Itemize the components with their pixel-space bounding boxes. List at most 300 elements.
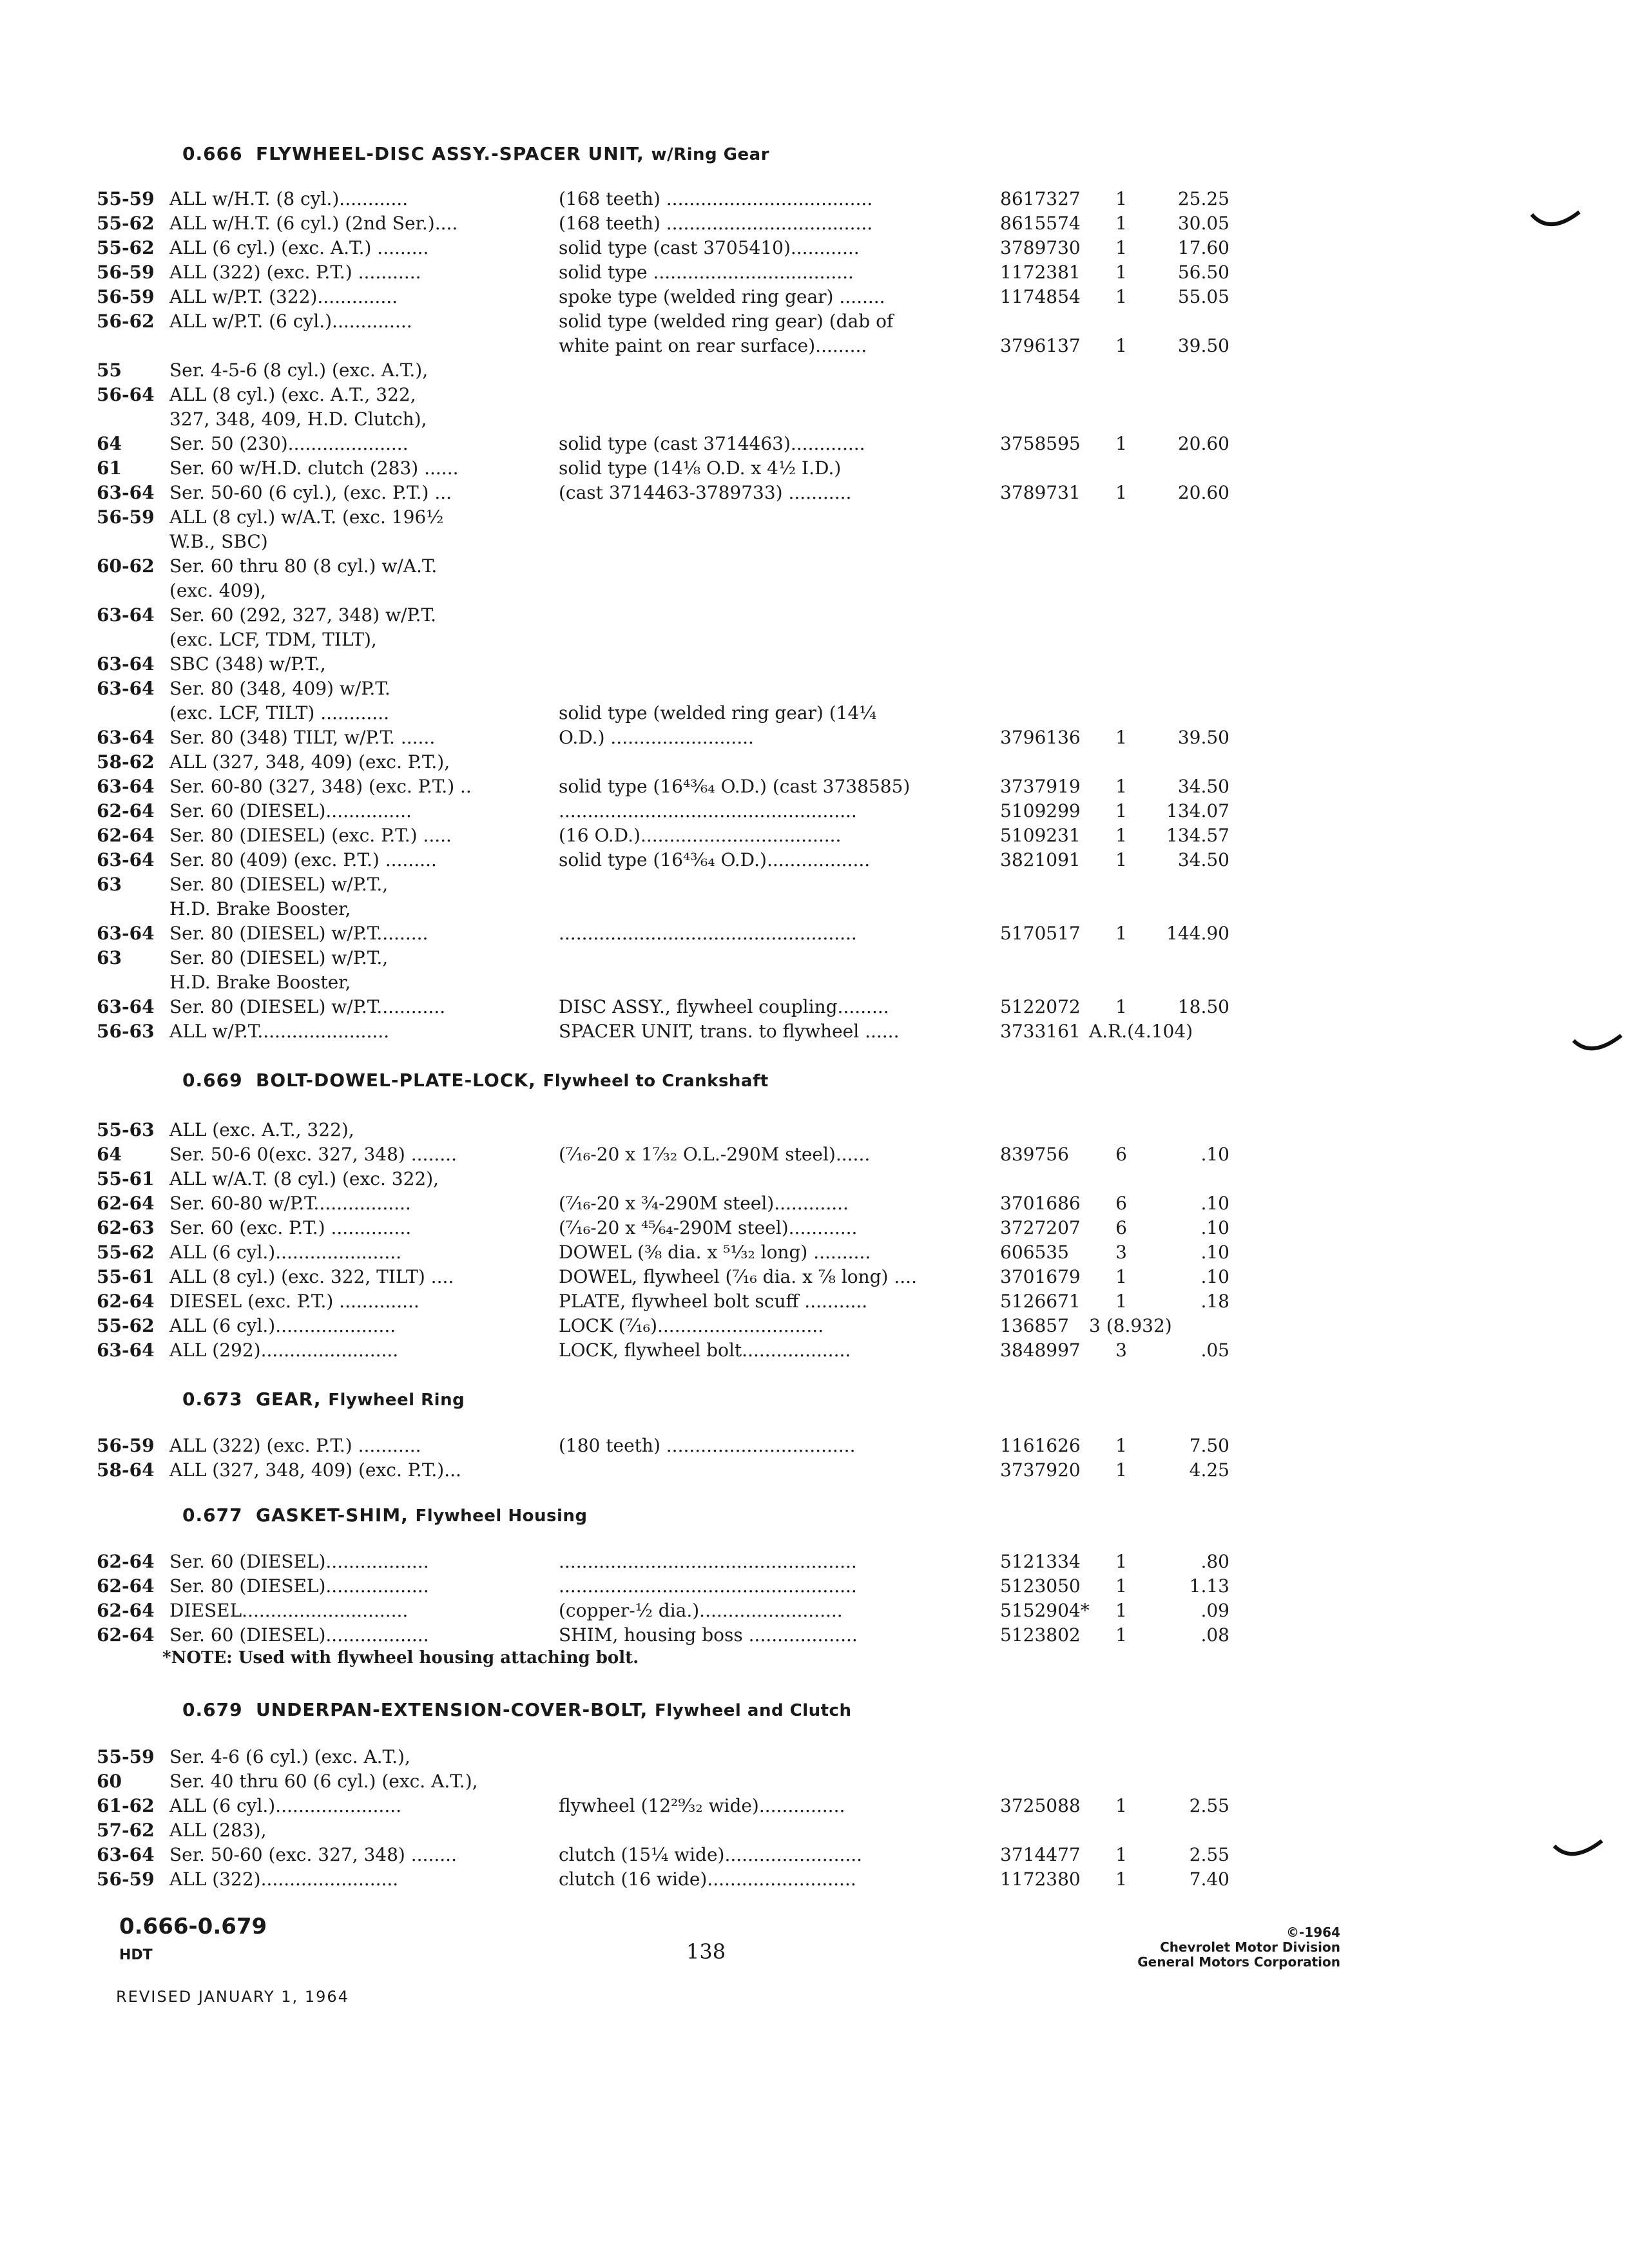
section-subtitle: Flywheel Housing (415, 1506, 588, 1526)
part-number-cell: 8615574 (1000, 213, 1081, 234)
year-cell: 62-64 (97, 1624, 155, 1646)
year-cell: 63-64 (97, 996, 155, 1017)
model-cell: ALL (exc. A.T., 322), (169, 1119, 354, 1140)
quantity-cell: 6 (1115, 1193, 1127, 1214)
model-cell: ALL (322) (exc. P.T.) ........... (169, 1435, 421, 1456)
copyright-line: General Motors Corporation (1137, 1954, 1340, 1970)
section-subtitle: Flywheel and Clutch (655, 1701, 852, 1720)
quantity-cell: A.R.(4.104) (1089, 1021, 1193, 1042)
table-row (0, 260, 1629, 285)
part-number-cell: 1174854 (1000, 286, 1081, 307)
part-number-cell: 5123802 (1000, 1624, 1081, 1646)
year-cell: 55-61 (97, 1266, 155, 1287)
model-cell: ALL w/P.T. (6 cyl.).............. (169, 311, 412, 332)
section-table-0679 (0, 1745, 1629, 1892)
price-cell: 2.55 (1189, 1795, 1229, 1816)
year-cell: 63-64 (97, 923, 155, 944)
section-header-0673 (182, 1389, 465, 1410)
model-cell: H.D. Brake Booster, (169, 972, 351, 993)
part-number-cell: 3796137 (1000, 335, 1081, 356)
model-cell: Ser. 60 (DIESEL).................. (169, 1551, 429, 1572)
year-cell: 64 (97, 433, 122, 454)
model-cell: Ser. 60 (exc. P.T.) .............. (169, 1217, 412, 1238)
year-cell: 56-59 (97, 286, 155, 307)
description-cell: .................................................... (559, 1575, 857, 1597)
year-cell: 61-62 (97, 1795, 155, 1816)
year-cell: 63-64 (97, 678, 155, 699)
table-row (0, 1867, 1629, 1892)
model-cell: ALL w/H.T. (6 cyl.) (2nd Ser.).... (169, 213, 458, 234)
model-cell: ALL (8 cyl.) w/A.T. (exc. 196½ (169, 506, 444, 528)
price-cell: 39.50 (1177, 727, 1229, 748)
revised-date: REVISED JANUARY 1, 1964 (116, 1988, 349, 2006)
section-header-0669 (182, 1070, 769, 1091)
model-cell: Ser. 4-6 (6 cyl.) (exc. A.T.), (169, 1746, 410, 1767)
model-cell: ALL (322)........................ (169, 1869, 399, 1890)
table-row (0, 677, 1629, 701)
part-number-cell: 1172381 (1000, 262, 1081, 283)
table-row (0, 946, 1629, 970)
year-cell: 55-59 (97, 1746, 155, 1767)
section-table-0677 (0, 1550, 1629, 1648)
table-row (0, 652, 1629, 677)
description-cell: (16 O.D.)................................... (559, 825, 842, 846)
section-title: GASKET-SHIM, (256, 1504, 409, 1526)
price-cell: 1.13 (1189, 1575, 1229, 1597)
table-row (0, 530, 1629, 554)
footer-code: HDT (119, 1947, 153, 1963)
quantity-cell: 1 (1115, 188, 1127, 209)
year-cell: 60 (97, 1771, 122, 1792)
description-cell: (⁷⁄₁₆-20 x 1⁷⁄₃₂ O.L.-290M steel)...... (559, 1144, 871, 1165)
table-row (0, 211, 1629, 236)
description-cell: solid type (cast 3714463)............. (559, 433, 865, 454)
model-cell: Ser. 60 thru 80 (8 cyl.) w/A.T. (169, 555, 438, 577)
description-cell: SHIM, housing boss ................... (559, 1624, 858, 1646)
model-cell: Ser. 4-5-6 (8 cyl.) (exc. A.T.), (169, 360, 429, 381)
model-cell: ALL (283), (169, 1820, 267, 1841)
price-cell: .08 (1200, 1624, 1229, 1646)
model-cell: (exc. LCF, TILT) ............ (169, 702, 390, 724)
section-title: FLYWHEEL-DISC ASSY.-SPACER UNIT, (256, 143, 644, 164)
year-cell: 56-59 (97, 506, 155, 528)
quantity-cell: 6 (1115, 1144, 1127, 1165)
description-cell: .................................................... (559, 923, 857, 944)
table-row (0, 1745, 1629, 1769)
table-row (0, 726, 1629, 750)
year-cell: 55-62 (97, 213, 155, 234)
part-number-cell: 3848997 (1000, 1340, 1081, 1361)
table-row (0, 1142, 1629, 1167)
year-cell: 62-64 (97, 1600, 155, 1621)
model-cell: DIESEL (exc. P.T.) .............. (169, 1291, 419, 1312)
price-cell: 17.60 (1177, 237, 1229, 258)
year-cell: 63-64 (97, 1340, 155, 1361)
part-number-cell: 8617327 (1000, 188, 1081, 209)
table-row (0, 1599, 1629, 1623)
year-cell: 55-62 (97, 1242, 155, 1263)
model-cell: DIESEL............................. (169, 1600, 409, 1621)
quantity-cell: 1 (1115, 286, 1127, 307)
description-cell: DISC ASSY., flywheel coupling......... (559, 996, 889, 1017)
year-cell: 61 (97, 457, 122, 479)
description-cell: (⁷⁄₁₆-20 x ⁴⁵⁄₆₄-290M steel)............ (559, 1217, 858, 1238)
description-cell: clutch (16 wide).......................... (559, 1869, 856, 1890)
year-cell: 62-64 (97, 1291, 155, 1312)
part-number-cell: 839756 (1000, 1144, 1069, 1165)
price-cell: .10 (1200, 1144, 1229, 1165)
year-cell: 63-64 (97, 653, 155, 675)
description-cell: LOCK, flywheel bolt................... (559, 1340, 851, 1361)
quantity-cell: 3 (1115, 1340, 1127, 1361)
price-cell: .10 (1200, 1266, 1229, 1287)
description-cell: white paint on rear surface)......... (559, 335, 867, 356)
year-cell: 63-64 (97, 849, 155, 870)
page-number: 138 (686, 1939, 726, 1964)
table-row (0, 285, 1629, 309)
model-cell: ALL (8 cyl.) (exc. 322, TILT) .... (169, 1266, 454, 1287)
part-number-cell: 3821091 (1000, 849, 1081, 870)
quantity-cell: 1 (1115, 1795, 1127, 1816)
part-number-cell: 5170517 (1000, 923, 1081, 944)
year-cell: 64 (97, 1144, 122, 1165)
year-cell: 55-61 (97, 1168, 155, 1189)
year-cell: 56-64 (97, 384, 155, 405)
model-cell: Ser. 50-60 (exc. 327, 348) ........ (169, 1844, 457, 1865)
part-number-cell: 5126671 (1000, 1291, 1081, 1312)
section-number: 0.679 (182, 1699, 243, 1720)
year-cell: 55-62 (97, 237, 155, 258)
quantity-cell: 1 (1115, 800, 1127, 822)
price-cell: 7.40 (1189, 1869, 1229, 1890)
description-cell: solid type ................................... (559, 262, 854, 283)
year-cell: 55-62 (97, 1315, 155, 1336)
model-cell: Ser. 80 (DIESEL) w/P.T., (169, 947, 389, 968)
year-cell: 56-59 (97, 262, 155, 283)
part-number-cell: 5109299 (1000, 800, 1081, 822)
table-row (0, 1769, 1629, 1794)
quantity-cell: 1 (1115, 262, 1127, 283)
description-cell: clutch (15¼ wide)........................ (559, 1844, 863, 1865)
table-row (0, 1794, 1629, 1818)
quantity-cell: 1 (1115, 1459, 1127, 1481)
table-row (0, 481, 1629, 505)
copyright-line: ©-1964 (1286, 1925, 1340, 1940)
table-row (0, 1118, 1629, 1142)
model-cell: 327, 348, 409, H.D. Clutch), (169, 408, 427, 430)
section-number: 0.673 (182, 1389, 243, 1410)
model-cell: ALL w/H.T. (8 cyl.)............ (169, 188, 409, 209)
model-cell: (exc. LCF, TDM, TILT), (169, 629, 377, 650)
model-cell: Ser. 60-80 w/P.T................. (169, 1193, 411, 1214)
year-cell: 55 (97, 360, 122, 381)
binder-mark-icon (1572, 1034, 1624, 1060)
model-cell: Ser. 80 (348, 409) w/P.T. (169, 678, 390, 699)
quantity-cell: 1 (1115, 1869, 1127, 1890)
model-cell: Ser. 50-60 (6 cyl.), (exc. P.T.) ... (169, 482, 452, 503)
table-row (0, 309, 1629, 334)
description-cell: DOWEL (⅜ dia. x ⁵¹⁄₃₂ long) .......... (559, 1242, 871, 1263)
year-cell: 55-59 (97, 188, 155, 209)
table-row (0, 456, 1629, 481)
description-cell: PLATE, flywheel bolt scuff ........... (559, 1291, 868, 1312)
part-number-cell: 3789730 (1000, 237, 1081, 258)
section-footnote: *NOTE: Used with flywheel housing attaching bolt. (162, 1648, 639, 1667)
quantity-cell: 6 (1115, 1217, 1127, 1238)
quantity-cell: 1 (1115, 1435, 1127, 1456)
section-header-0679 (182, 1699, 851, 1720)
description-cell: (copper-½ dia.)......................... (559, 1600, 843, 1621)
quantity-cell: 1 (1115, 1551, 1127, 1572)
footer-left (119, 1914, 267, 1963)
price-cell: 55.05 (1177, 286, 1229, 307)
description-cell: .................................................... (559, 800, 857, 822)
quantity-cell: 1 (1115, 433, 1127, 454)
model-cell: ALL w/P.T. (322).............. (169, 286, 398, 307)
price-cell: 20.60 (1177, 482, 1229, 503)
table-row (0, 774, 1629, 799)
year-cell: 62-64 (97, 800, 155, 822)
model-cell: ALL (6 cyl.)...................... (169, 1242, 402, 1263)
part-number-cell: 3714477 (1000, 1844, 1081, 1865)
part-number-cell: 5122072 (1000, 996, 1081, 1017)
table-row (0, 823, 1629, 848)
table-row (0, 1289, 1629, 1314)
price-cell: 134.57 (1166, 825, 1229, 846)
footer-section-range: 0.666-0.679 (119, 1914, 267, 1939)
model-cell: Ser. 60 w/H.D. clutch (283) ...... (169, 457, 459, 479)
section-number: 0.669 (182, 1070, 243, 1091)
quantity-cell: 1 (1115, 849, 1127, 870)
year-cell: 56-63 (97, 1021, 155, 1042)
model-cell: ALL (6 cyl.)..................... (169, 1315, 396, 1336)
table-row (0, 872, 1629, 897)
description-cell: .................................................... (559, 1551, 857, 1572)
year-cell: 63-64 (97, 1844, 155, 1865)
part-number-cell: 5152904* (1000, 1600, 1090, 1621)
price-cell: 25.25 (1177, 188, 1229, 209)
price-cell: 2.55 (1189, 1844, 1229, 1865)
model-cell: SBC (348) w/P.T., (169, 653, 326, 675)
section-table-0666 (0, 187, 1629, 1044)
quantity-cell: 1 (1115, 237, 1127, 258)
part-number-cell: 3701679 (1000, 1266, 1081, 1287)
section-header-0677 (182, 1504, 588, 1526)
table-row (0, 1574, 1629, 1599)
model-cell: Ser. 80 (DIESEL).................. (169, 1575, 429, 1597)
description-cell: spoke type (welded ring gear) ........ (559, 286, 885, 307)
description-cell: O.D.) ......................... (559, 727, 754, 748)
model-cell: Ser. 80 (DIESEL) w/P.T............ (169, 996, 446, 1017)
model-cell: ALL (6 cyl.) (exc. A.T.) ......... (169, 237, 429, 258)
footer-copyright (1089, 1925, 1340, 1970)
table-row (0, 236, 1629, 260)
description-cell: (168 teeth) .................................... (559, 188, 873, 209)
description-cell: solid type (welded ring gear) (dab of (559, 311, 894, 332)
section-number: 0.677 (182, 1504, 243, 1526)
price-cell: .18 (1200, 1291, 1229, 1312)
part-number-cell: 5121334 (1000, 1551, 1081, 1572)
year-cell: 60-62 (97, 555, 155, 577)
description-cell: (⁷⁄₁₆-20 x ¾-290M steel)............. (559, 1193, 849, 1214)
table-row (0, 1265, 1629, 1289)
price-cell: 30.05 (1177, 213, 1229, 234)
description-cell: LOCK (⁷⁄₁₆)............................. (559, 1315, 824, 1336)
model-cell: H.D. Brake Booster, (169, 898, 351, 919)
table-row (0, 407, 1629, 432)
table-row (0, 799, 1629, 823)
price-cell: .10 (1200, 1217, 1229, 1238)
part-number-cell: 3737919 (1000, 776, 1081, 797)
price-cell: .10 (1200, 1242, 1229, 1263)
model-cell: Ser. 50 (230)..................... (169, 433, 409, 454)
table-row (0, 628, 1629, 652)
year-cell: 63-64 (97, 776, 155, 797)
description-cell: flywheel (12²⁹⁄₃₂ wide)............... (559, 1795, 845, 1816)
table-row (0, 750, 1629, 774)
model-cell: ALL (292)........................ (169, 1340, 399, 1361)
model-cell: ALL w/P.T....................... (169, 1021, 390, 1042)
table-row (0, 358, 1629, 383)
part-number-cell: 3733161 (1000, 1021, 1081, 1042)
quantity-cell: 1 (1115, 825, 1127, 846)
model-cell: ALL (8 cyl.) (exc. A.T., 322, (169, 384, 416, 405)
model-cell: Ser. 80 (DIESEL) w/P.T......... (169, 923, 429, 944)
part-number-cell: 606535 (1000, 1242, 1069, 1263)
quantity-cell: 1 (1115, 1266, 1127, 1287)
year-cell: 62-64 (97, 1193, 155, 1214)
table-row (0, 187, 1629, 211)
binder-mark-icon (1553, 1840, 1605, 1865)
price-cell: 18.50 (1177, 996, 1229, 1017)
quantity-cell: 1 (1115, 213, 1127, 234)
table-row (0, 334, 1629, 358)
table-row (0, 383, 1629, 407)
section-table-0673 (0, 1434, 1629, 1483)
table-row (0, 1216, 1629, 1240)
table-row (0, 579, 1629, 603)
table-row (0, 554, 1629, 579)
part-number-cell: 3737920 (1000, 1459, 1081, 1481)
part-number-cell: 136857 (1000, 1315, 1069, 1336)
model-cell: ALL (322) (exc. P.T.) ........... (169, 262, 421, 283)
description-cell: (cast 3714463-3789733) ........... (559, 482, 852, 503)
table-row (0, 432, 1629, 456)
model-cell: Ser. 60-80 (327, 348) (exc. P.T.) .. (169, 776, 472, 797)
year-cell: 58-64 (97, 1459, 155, 1481)
year-cell: 56-59 (97, 1869, 155, 1890)
model-cell: Ser. 80 (348) TILT, w/P.T. ...... (169, 727, 436, 748)
table-row (0, 1843, 1629, 1867)
description-cell: solid type (cast 3705410)............ (559, 237, 860, 258)
part-number-cell: 5123050 (1000, 1575, 1081, 1597)
part-number-cell: 3701686 (1000, 1193, 1081, 1214)
price-cell: .10 (1200, 1193, 1229, 1214)
model-cell: W.B., SBC) (169, 531, 268, 552)
year-cell: 63 (97, 874, 122, 895)
model-cell: ALL (327, 348, 409) (exc. P.T.), (169, 751, 450, 773)
model-cell: (exc. 409), (169, 580, 267, 601)
part-number-cell: 5109231 (1000, 825, 1081, 846)
price-cell: 4.25 (1189, 1459, 1229, 1481)
price-cell: 39.50 (1177, 335, 1229, 356)
quantity-cell: 1 (1115, 1575, 1127, 1597)
quantity-cell: 1 (1115, 776, 1127, 797)
price-cell: .09 (1200, 1600, 1229, 1621)
table-row (0, 848, 1629, 872)
quantity-cell: 1 (1115, 1291, 1127, 1312)
year-cell: 62-63 (97, 1217, 155, 1238)
quantity-cell: 3 (1115, 1242, 1127, 1263)
year-cell: 56-59 (97, 1435, 155, 1456)
section-header-0666 (182, 143, 769, 164)
binder-mark-icon (1530, 209, 1582, 235)
price-cell: .80 (1200, 1551, 1229, 1572)
table-row (0, 1019, 1629, 1044)
table-row (0, 1314, 1629, 1338)
price-cell: 134.07 (1166, 800, 1229, 822)
model-cell: Ser. 40 thru 60 (6 cyl.) (exc. A.T.), (169, 1771, 478, 1792)
description-cell: solid type (14⅛ O.D. x 4½ I.D.) (559, 457, 842, 479)
year-cell: 63-64 (97, 482, 155, 503)
year-cell: 62-64 (97, 825, 155, 846)
quantity-cell: 1 (1115, 1600, 1127, 1621)
model-cell: Ser. 80 (DIESEL) w/P.T., (169, 874, 389, 895)
table-row (0, 1191, 1629, 1216)
table-row (0, 1338, 1629, 1363)
table-row (0, 1434, 1629, 1458)
model-cell: ALL (6 cyl.)...................... (169, 1795, 402, 1816)
part-number-cell: 3727207 (1000, 1217, 1081, 1238)
model-cell: ALL w/A.T. (8 cyl.) (exc. 322), (169, 1168, 439, 1189)
copyright-line: Chevrolet Motor Division (1160, 1939, 1340, 1955)
description-cell: solid type (16⁴³⁄₆₄ O.D.) (cast 3738585) (559, 776, 911, 797)
section-subtitle: w/Ring Gear (651, 145, 770, 164)
year-cell: 62-64 (97, 1551, 155, 1572)
table-row (0, 897, 1629, 921)
model-cell: ALL (327, 348, 409) (exc. P.T.)... (169, 1459, 461, 1481)
section-number: 0.666 (182, 143, 243, 164)
part-number-cell: 1161626 (1000, 1435, 1081, 1456)
quantity-cell: 1 (1115, 923, 1127, 944)
section-title: BOLT-DOWEL-PLATE-LOCK, (256, 1070, 536, 1091)
model-cell: Ser. 50-6 0(exc. 327, 348) ........ (169, 1144, 457, 1165)
quantity-cell: 1 (1115, 727, 1127, 748)
price-cell: 144.90 (1166, 923, 1229, 944)
year-cell: 55-63 (97, 1119, 155, 1140)
quantity-cell: 3 (8.932) (1089, 1315, 1172, 1336)
section-subtitle: Flywheel Ring (328, 1390, 465, 1410)
price-cell: 7.50 (1189, 1435, 1229, 1456)
price-cell: .05 (1200, 1340, 1229, 1361)
table-row (0, 1167, 1629, 1191)
table-row (0, 505, 1629, 530)
description-cell: (180 teeth) ................................. (559, 1435, 856, 1456)
quantity-cell: 1 (1115, 996, 1127, 1017)
model-cell: Ser. 60 (292, 327, 348) w/P.T. (169, 604, 436, 626)
section-subtitle: Flywheel to Crankshaft (543, 1072, 769, 1091)
price-cell: 56.50 (1177, 262, 1229, 283)
description-cell: solid type (welded ring gear) (14¼ (559, 702, 877, 724)
description-cell: DOWEL, flywheel (⁷⁄₁₆ dia. x ⅞ long) .... (559, 1266, 917, 1287)
table-row (0, 1458, 1629, 1483)
table-row (0, 1818, 1629, 1843)
table-row (0, 1550, 1629, 1574)
model-cell: Ser. 80 (DIESEL) (exc. P.T.) ..... (169, 825, 452, 846)
year-cell: 63-64 (97, 604, 155, 626)
table-row (0, 701, 1629, 726)
part-number-cell: 3796136 (1000, 727, 1081, 748)
